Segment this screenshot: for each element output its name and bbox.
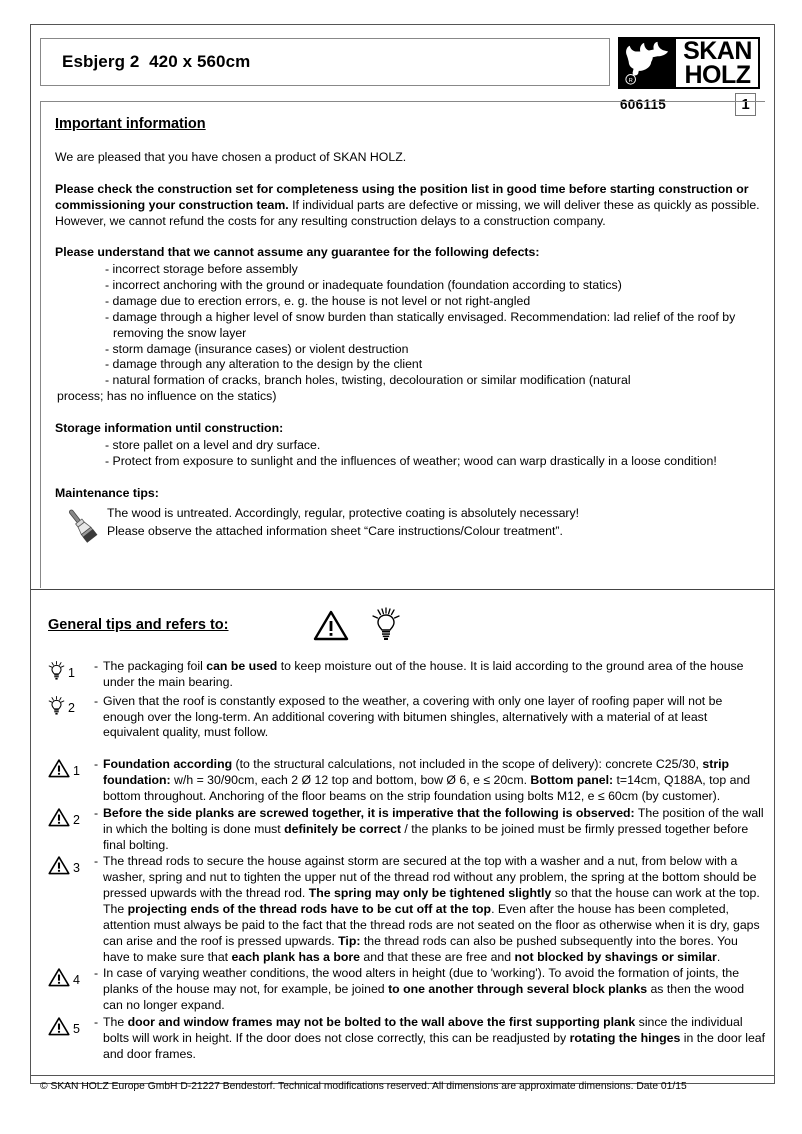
tip-number: 2 (68, 700, 75, 715)
footer-copyright: © SKAN HOLZ Europe GmbH D-21227 Bendestorf. Technical modifications reserved. All dimensions are approximate dimensions. Date 01/15 (40, 1081, 687, 1092)
list-item (55, 373, 761, 405)
tip-text-part: Given that the roof is constantly exposed to the weather, a covering with only one layer of roofing paper will not be enough over the long-term. An additional covering with bitumen shingles, alternatively with a material of at least equivalent quality, must follow. (103, 693, 723, 740)
tip-text-part: and that these are free and (360, 949, 515, 964)
tip-icon-group (48, 659, 94, 681)
tip-icon-group (48, 806, 94, 827)
tip-dash: - (94, 693, 99, 708)
lightbulb-icon (48, 660, 65, 681)
tip-text (103, 806, 766, 854)
list-item: - damage through any alteration to the design by the client (105, 357, 423, 372)
page-title: Esbjerg 2 420 x 560cm (62, 52, 251, 71)
lightbulb-icon (371, 607, 401, 641)
tip-text-part: Before the side planks are screwed together, it is imperative that the following is observed: (103, 805, 635, 820)
check-bold-text: Please check the construction set for completeness using the position list in good time before starting construction or commissioning your construction team. (55, 181, 749, 212)
list-item: - damage due to erection errors, e. g. the house is not level or not right-angled (105, 294, 531, 309)
section-heading-general: General tips and refers to: (48, 617, 229, 633)
general-tips-content (48, 607, 766, 1064)
tip-text-part: to one another through several block planks (388, 982, 648, 997)
tip-dash: - (94, 757, 99, 772)
tip-number: 4 (73, 973, 80, 988)
tip-icon-group (48, 694, 94, 716)
warning-triangle-icon (313, 609, 349, 641)
tip-text-part: The packaging foil (103, 659, 207, 673)
tip-dash: - (94, 805, 99, 820)
section-heading-important: Important information (55, 116, 206, 132)
tip-icon-group (48, 966, 94, 987)
check-rest-text: If individual parts are defective or missing, we will deliver these as quickly as possible. However, we cannot refund the costs for any resulting construction delays to a construction company. (55, 197, 760, 228)
list-item: - store pallet on a level and dry surface. (105, 437, 321, 452)
section-divider (31, 589, 774, 590)
list-item: - incorrect anchoring with the ground or inadequate foundation (foundation according to statics) (105, 278, 622, 293)
tip-icon-group (48, 854, 94, 875)
tip-text-part: The position of the wall in which the bolting is done must (103, 805, 764, 836)
check-paragraph (55, 182, 761, 230)
tip-text-part: / the planks to be joined must be firmly pressed together before final bolting. (103, 821, 749, 852)
tip-dash: - (94, 659, 99, 673)
logo-line-2: HOLZ (684, 61, 751, 89)
tip-number: 2 (73, 812, 80, 827)
tip-text-part: each plank has a bore (231, 949, 361, 964)
moose-head-icon (620, 39, 674, 87)
tip-text (103, 694, 766, 742)
header-title-bar (40, 38, 610, 86)
tip-text-part: in the door leaf and door frames. (103, 1030, 766, 1061)
tip-dash: - (94, 966, 99, 981)
list-item: - incorrect storage before assembly (105, 262, 298, 277)
list-item (48, 659, 766, 691)
tip-icon-group (48, 757, 94, 778)
tip-text-part: (to the structural calculations, not included in the scope of delivery): concrete C25/30, (232, 757, 703, 772)
defects-list (55, 262, 761, 405)
general-tips-header (48, 607, 766, 643)
maintenance-line-1: The wood is untreated. Accordingly, regular, protective coating is absolutely necessary! (107, 506, 580, 521)
tip-text-part: the thread rods can also be pushed subsequently into the bores. You have to make sure that (103, 933, 738, 964)
tip-text-part: can be used (206, 659, 278, 673)
bulb-tips-list (48, 659, 766, 741)
tip-text-part: door and window frames may not be bolted to the wall above the first supporting plank (127, 1015, 636, 1030)
warning-triangle-icon (48, 758, 70, 778)
storage-heading: Storage information until construction: (55, 421, 284, 436)
tip-text-part: as then the wood can no longer expand. (103, 982, 745, 1013)
maintenance-heading: Maintenance tips: (55, 485, 159, 500)
tip-text-part: The (103, 1015, 128, 1030)
list-item: - Protect from exposure to sunlight and the influences of weather; wood can warp drastically in a loose condition! (105, 453, 717, 468)
list-item (48, 966, 766, 1014)
list-item (48, 757, 766, 805)
tip-text-part: The thread rods to secure the house against storm are secured at the top with a washer and a nut, from below with a washer, spring and nut to tighten the upper nut of the thread rod without any problem, the spring at the bottom should be pressed upwards with the thread rod. (103, 854, 757, 901)
tip-text (103, 1015, 766, 1063)
tip-number: 1 (73, 764, 80, 779)
warning-triangle-icon (48, 1016, 70, 1036)
list-item: - damage through a higher level of snow burden than statically envisaged. Recommendation: lad relief of the roof by removing the snow layer (105, 309, 736, 340)
tip-text-part: Tip: (338, 933, 361, 948)
list-item-line-2: process; has no influence on the statics) (57, 389, 277, 404)
tip-text-part: In case of varying weather conditions, the wood alters in height (due to 'working'). To avoid the formation of joints, the planks of the house may not, for example, be joined (103, 966, 740, 997)
tip-text (103, 854, 766, 965)
tip-dash: - (94, 1015, 99, 1030)
warning-triangle-icon (48, 855, 70, 875)
tip-text-part: strip foundation: (103, 757, 730, 788)
list-item: - storm damage (insurance cases) or violent destruction (105, 341, 409, 356)
tip-text-part: projecting ends of the thread rods have to be cut off at the top (127, 902, 492, 917)
footer-divider (31, 1075, 774, 1076)
list-item (48, 1015, 766, 1063)
important-information-content (55, 115, 761, 543)
logo-line-1: SKAN (683, 37, 752, 65)
logo-wordmark (674, 39, 758, 87)
maintenance-text (107, 503, 579, 540)
tip-text-part: so that the house can work at the top. The (103, 886, 760, 917)
lightbulb-icon (48, 695, 65, 716)
intro-paragraph: We are pleased that you have chosen a product of SKAN HOLZ. (55, 150, 407, 164)
tip-text-part: Bottom panel: (530, 773, 614, 788)
tip-text-part: t=14cm, Q188A, top and bottom throughout. Anchoring of the floor beams on the strip foundation using bolts M12, e ≤ 60cm (by customer). (103, 773, 751, 804)
tip-text-part: . Even after the house has been completed, attention must always be paid to the fact that the thread rods are not seated on the floor as otherwise when it is dry, gaps can arise and the roof is pressed upwards. (103, 902, 760, 948)
tip-text-part: to keep moisture out of the house. It is laid according to the ground area of the house under the main bearing. (103, 659, 744, 689)
tip-number: 3 (73, 861, 80, 876)
tip-number: 1 (68, 666, 75, 680)
tip-text-part: Foundation according (103, 757, 233, 772)
tip-text-part: . (716, 949, 721, 964)
tip-dash: - (94, 854, 99, 869)
tip-icon-group (48, 1015, 94, 1036)
tip-text-part: rotating the hinges (569, 1030, 681, 1045)
tip-text (103, 966, 766, 1014)
tip-text (103, 757, 766, 805)
warning-tips-list (48, 757, 766, 1062)
maintenance-row (55, 503, 761, 543)
defects-heading: Please understand that we cannot assume any guarantee for the following defects: (55, 245, 540, 260)
tip-text-part: since the individual bolts will work in height. If the door does not close correctly, this can be readjusted by (103, 1015, 743, 1045)
tip-number: 5 (73, 1022, 80, 1037)
skan-holz-logo (618, 37, 760, 89)
tip-text-part: The spring may only be tightened slightly (308, 886, 552, 901)
page-number-box: 1 (735, 93, 756, 116)
warning-triangle-icon (48, 967, 70, 987)
list-item (48, 806, 766, 854)
warning-triangle-icon (48, 807, 70, 827)
tip-text-part: not blocked by shavings or similar (514, 949, 717, 964)
article-number: 606115 (620, 97, 667, 112)
tip-text-part: definitely be correct (284, 821, 401, 836)
storage-list (55, 438, 761, 470)
paintbrush-icon (55, 503, 107, 543)
maintenance-line-2: Please observe the attached information sheet “Care instructions/Colour treatment”. (107, 523, 563, 538)
header-icon-group (313, 607, 401, 643)
list-item-line-1: - natural formation of cracks, branch holes, twisting, decolouration or similar modification (natural (105, 373, 631, 388)
tip-text-part: w/h = 30/90cm, each 2 Ø 12 top and bottom, bow Ø 6, e ≤ 20cm. (170, 773, 531, 788)
list-item (48, 694, 766, 742)
list-item (48, 854, 766, 965)
tip-text (103, 659, 766, 691)
svg-text:R: R (628, 78, 633, 85)
